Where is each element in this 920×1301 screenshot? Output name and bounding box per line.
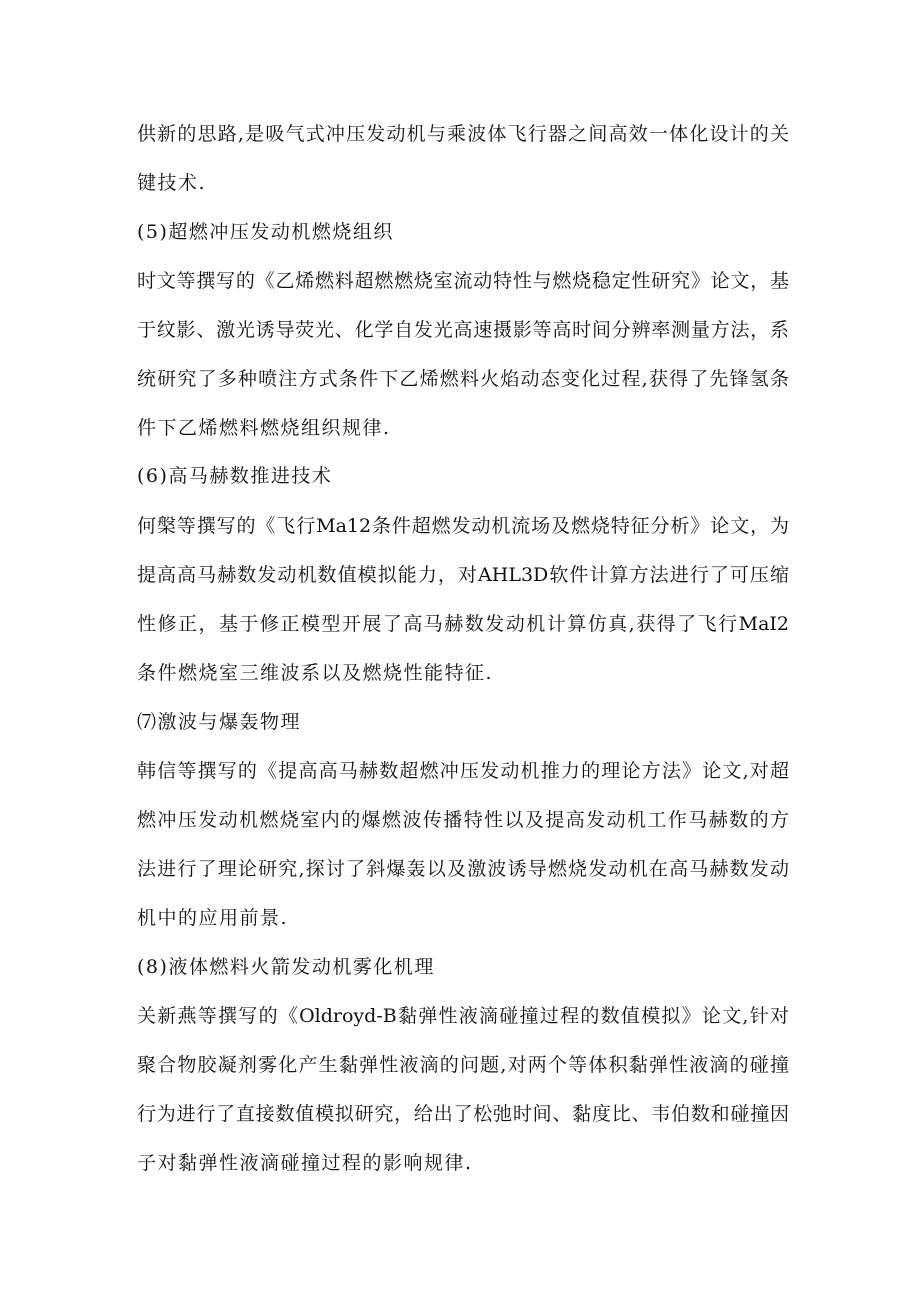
paragraph-line: 提高高马赫数发动机数值模拟能力，对AHL3D软件计算方法进行了可压缩 — [137, 564, 789, 586]
paragraph-line: 供新的思路,是吸气式冲压发动机与乘波体飞行器之间高效一体化设计的关 — [137, 123, 789, 145]
paragraph-line: 件下乙烯燃料燃烧组织规律. — [137, 417, 391, 439]
paragraph-line: 关新燕等撰写的《Oldroyd-B黏弹性液滴碰撞过程的数值模拟》论文,针对 — [137, 1005, 789, 1027]
paragraph-line: 燃冲压发动机燃烧室内的爆燃波传播特性以及提高发动机工作马赫数的方 — [137, 809, 789, 831]
section-heading: ⑺激波与爆轰物理 — [137, 711, 302, 733]
paragraph-line: 于纹影、激光诱导荧光、化学自发光高速摄影等高时间分辨率测量方法，系 — [137, 319, 789, 341]
paragraph-line: 何槃等撰写的《飞行Ma12条件超燃发动机流场及燃烧特征分析》论文，为 — [137, 515, 789, 537]
paragraph-line: 条件燃烧室三维波系以及燃烧性能特征. — [137, 662, 494, 684]
section-heading: (8)液体燃料火箭发动机雾化机理 — [137, 956, 435, 978]
paragraph-line: 聚合物胶凝剂雾化产生黏弹性液滴的问题,对两个等体积黏弹性液滴的碰撞 — [137, 1054, 789, 1076]
paragraph-line: 法进行了理论研究,探讨了斜爆轰以及激波诱导燃烧发动机在高马赫数发动 — [137, 858, 789, 880]
section-heading: (6)高马赫数推进技术 — [137, 465, 333, 487]
paragraph-line: 时文等撰写的《乙烯燃料超燃燃烧室流动特性与燃烧稳定性研究》论文，基 — [137, 270, 789, 292]
paragraph-line: 性修正，基于修正模型开展了高马赫数发动机计算仿真,获得了飞行MaI2 — [137, 613, 789, 635]
section-heading: (5)超燃冲压发动机燃烧组织 — [137, 221, 394, 243]
paragraph-line: 键技术. — [137, 172, 207, 194]
paragraph-line: 统研究了多种喷注方式条件下乙烯燃料火焰动态变化过程,获得了先锋氢条 — [137, 368, 789, 390]
paragraph-line: 韩信等撰写的《提高高马赫数超燃冲压发动机推力的理论方法》论文,对超 — [137, 760, 789, 782]
paragraph-line: 行为进行了直接数值模拟研究，给出了松弛时间、黏度比、韦伯数和碰撞因 — [137, 1103, 789, 1125]
paragraph-line: 机中的应用前景. — [137, 907, 289, 929]
paragraph-line: 子对黏弹性液滴碰撞过程的影响规律. — [137, 1152, 473, 1174]
